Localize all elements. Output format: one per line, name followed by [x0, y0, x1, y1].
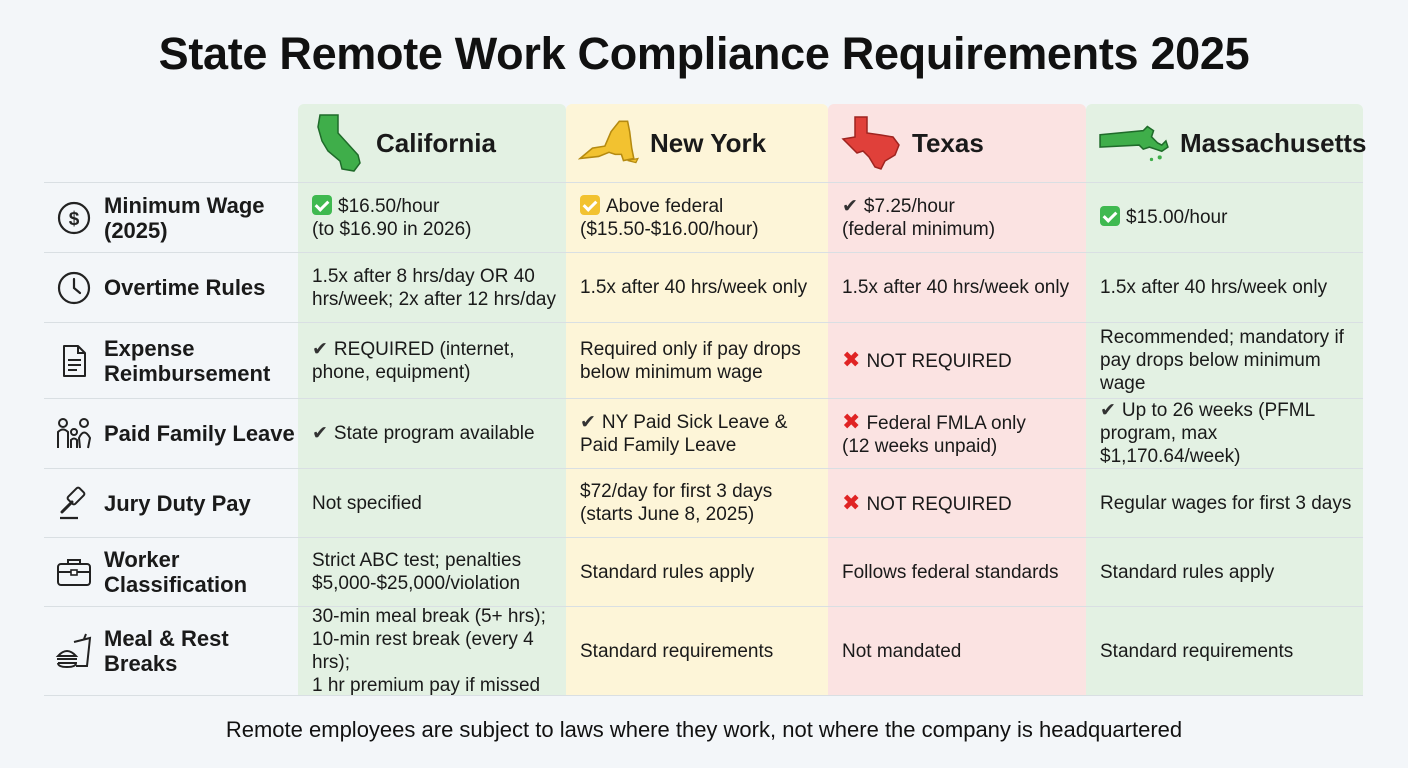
- cell-text: 1.5x after 40 hrs/week only: [1100, 277, 1328, 298]
- dollar-circle-icon: [54, 198, 94, 238]
- row-label-text: Minimum Wage (2025): [104, 192, 265, 243]
- table-cell: [566, 606, 828, 696]
- table-cell: [566, 468, 828, 537]
- check-icon: ✔: [842, 195, 858, 217]
- massachusetts-map-icon: [1098, 122, 1170, 164]
- document-icon: [54, 341, 94, 381]
- green-check-icon: [1100, 206, 1120, 226]
- cell-text: Standard requirements: [1100, 640, 1294, 662]
- cell-text: 1.5x after 8 hrs/day OR 40 hrs/week; 2x after 12 hrs/day: [312, 265, 556, 310]
- table-cell: [1086, 252, 1363, 322]
- gavel-icon: [54, 483, 94, 523]
- cell-text: NOT REQUIRED: [866, 493, 1012, 515]
- table-cell: [298, 468, 566, 537]
- cell-text: Required only if pay drops below minimum wage: [580, 338, 801, 383]
- row-label: [44, 398, 298, 468]
- row-label: [44, 537, 298, 606]
- table-cell: [298, 398, 566, 468]
- cell-text: Strict ABC test; penalties $5,000-$25,000/violation: [312, 550, 522, 594]
- table-cell: [298, 252, 566, 322]
- cell-text: NY Paid Sick Leave & Paid Family Leave: [580, 411, 788, 456]
- cell-text: Standard rules apply: [1100, 561, 1275, 583]
- table-cell: [828, 606, 1086, 696]
- table-cell: [1086, 398, 1363, 468]
- table-cell: [1086, 537, 1363, 606]
- table-cell: [298, 182, 566, 252]
- table-cell: [1086, 468, 1363, 537]
- yellow-check-icon: [580, 195, 600, 215]
- california-map-icon: [310, 113, 366, 173]
- meal-icon: [54, 631, 94, 671]
- row-label-text: Worker Classification: [104, 547, 248, 597]
- compliance-table: [44, 104, 1367, 696]
- table-cell: [298, 322, 566, 398]
- page-title: State Remote Work Compliance Requirements 2025: [158, 28, 1250, 79]
- table-cell: [828, 322, 1086, 398]
- row-label-text: Expense Reimbursement: [104, 335, 271, 386]
- table-cell: [828, 398, 1086, 468]
- cell-text: $72/day for first 3 days (starts June 8, 2025): [580, 481, 773, 525]
- state-name: Massachusetts: [1180, 127, 1367, 158]
- state-header-california: [298, 104, 566, 182]
- cell-text: 1.5x after 40 hrs/week only: [842, 277, 1070, 298]
- cell-text: Regular wages for first 3 days: [1100, 492, 1352, 514]
- row-label: [44, 322, 298, 398]
- table-cell: [1086, 182, 1363, 252]
- table-cell: [1086, 606, 1363, 696]
- cell-text: NOT REQUIRED: [866, 351, 1012, 372]
- texas-map-icon: [840, 115, 902, 171]
- check-icon: ✔: [1100, 400, 1116, 421]
- family-icon: [54, 414, 94, 454]
- row-label-text: Overtime Rules: [104, 275, 266, 300]
- table-cell: [298, 606, 566, 696]
- cross-icon: ✖: [842, 408, 861, 434]
- table-cell: [566, 537, 828, 606]
- footer-note: Remote employees are subject to laws where they work, not where the company is headquartered: [225, 717, 1183, 742]
- cross-icon: ✖: [842, 489, 861, 515]
- row-label-text: Meal & Rest Breaks: [104, 626, 229, 676]
- cell-text: REQUIRED (internet, phone, equipment): [312, 338, 515, 383]
- row-label: [44, 182, 298, 252]
- table-corner: [44, 104, 298, 182]
- clock-icon: [54, 268, 94, 308]
- row-label-text: Paid Family Leave: [104, 421, 295, 446]
- row-label: [44, 252, 298, 322]
- row-label-text: Jury Duty Pay: [104, 490, 251, 516]
- cell-text: Not mandated: [842, 640, 962, 662]
- cell-text: 30-min meal break (5+ hrs); 10-min rest break (every 4 hrs); 1 hr premium pay if missed: [312, 606, 546, 696]
- table-cell: [828, 252, 1086, 322]
- briefcase-icon: [54, 552, 94, 592]
- cell-text: 1.5x after 40 hrs/week only: [580, 277, 808, 298]
- cell-text: Follows federal standards: [842, 561, 1059, 583]
- table-cell: [828, 537, 1086, 606]
- cell-text: Standard rules apply: [580, 561, 755, 583]
- state-header-massachusetts: [1086, 104, 1367, 182]
- row-label: [44, 606, 298, 696]
- cell-text: $7.25/hour (federal minimum): [842, 195, 996, 240]
- cell-text: $16.50/hour (to $16.90 in 2026): [312, 195, 472, 240]
- table-cell: [828, 468, 1086, 537]
- row-label: [44, 468, 298, 537]
- svg-text:$: $: [68, 208, 80, 230]
- cell-text: Above federal ($15.50-$16.00/hour): [580, 195, 759, 240]
- green-check-icon: [312, 195, 332, 215]
- table-cell: [566, 398, 828, 468]
- cross-icon: ✖: [842, 347, 861, 372]
- state-header-texas: [828, 104, 1086, 182]
- cell-text: Not specified: [312, 492, 422, 514]
- table-cell: [566, 322, 828, 398]
- state-name: California: [376, 127, 496, 158]
- check-icon: ✔: [312, 338, 328, 360]
- new-york-map-icon: [578, 117, 640, 169]
- cell-text: Recommended; mandatory if pay drops below minimum wage: [1100, 327, 1344, 394]
- table-cell: [298, 537, 566, 606]
- cell-text: Up to 26 weeks (PFML program, max $1,170.64/week): [1100, 400, 1316, 467]
- state-name: New York: [650, 127, 767, 158]
- cell-text: $15.00/hour: [1126, 207, 1228, 228]
- table-cell: [566, 182, 828, 252]
- check-icon: ✔: [580, 411, 596, 433]
- cell-text: Standard requirements: [580, 640, 774, 662]
- state-name: Texas: [912, 127, 984, 158]
- cell-text: State program available: [333, 423, 535, 444]
- table-cell: [1086, 322, 1363, 398]
- state-header-new-york: [566, 104, 828, 182]
- check-icon: ✔: [312, 423, 328, 444]
- cell-text: Federal FMLA only (12 weeks unpaid): [842, 412, 1026, 457]
- table-cell: [566, 252, 828, 322]
- table-cell: [828, 182, 1086, 252]
